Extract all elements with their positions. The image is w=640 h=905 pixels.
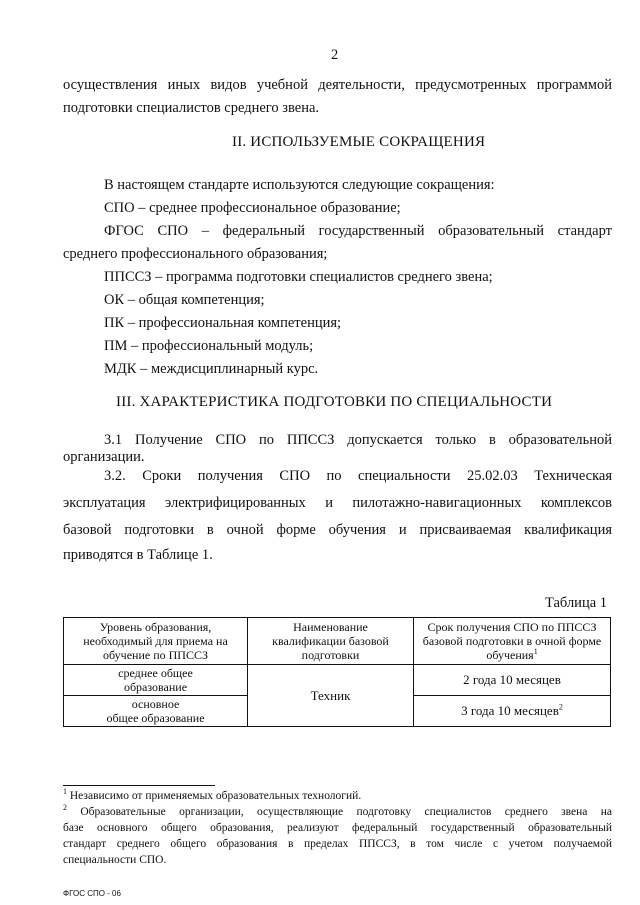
- abbr-ppssz: ППССЗ – программа подготовки специалистов среднего звена;: [104, 269, 493, 285]
- footnote-2-mark: 2: [63, 803, 67, 813]
- footnote-1-mark: 1: [63, 787, 67, 797]
- table-header-row: [64, 618, 611, 665]
- row-2-level-line-2: общее образование: [106, 711, 205, 725]
- header-cell-qualification: [248, 618, 414, 665]
- abbr-lead: В настоящем стандарте используются следующие сокращения:: [104, 177, 495, 193]
- section-3-title: III. ХАРАКТЕРИСТИКА ПОДГОТОВКИ ПО СПЕЦИАЛЬНОСТИ: [116, 394, 553, 410]
- header-3-line-2: базовой подготовки в очной форме: [422, 634, 602, 648]
- footnote-2-line-4: специальности СПО.: [63, 854, 167, 866]
- intro-line-2: подготовки специалистов среднего звена.: [63, 100, 320, 116]
- footnote-2-line-3: стандарт среднего общего образования в пределах ППССЗ, в том числе с учетом получаемой: [63, 838, 612, 850]
- header-3-line-1: Срок получения СПО по ППССЗ: [427, 620, 597, 634]
- footnote-2-line-1: [63, 805, 612, 820]
- header-1-line-1: Уровень образования,: [99, 620, 212, 634]
- table-caption: Таблица 1: [545, 595, 608, 611]
- header-1-line-2: необходимый для приема на: [83, 634, 228, 648]
- footnote-ref-1: 1: [533, 647, 538, 656]
- header-3-line-3: обучения: [486, 648, 534, 662]
- abbr-spo: СПО – среднее профессиональное образование;: [104, 200, 401, 216]
- header-2-line-1: Наименование: [293, 620, 368, 634]
- row-1-level-line-1: среднее общее: [118, 666, 193, 680]
- page-number: 2: [331, 47, 339, 63]
- abbr-pk: ПК – профессиональная компетенция;: [104, 315, 342, 331]
- header-1-line-3: обучение по ППССЗ: [103, 648, 208, 662]
- header-cell-education-level: [64, 618, 248, 665]
- abbr-mdk: МДК – междисциплинарный курс.: [104, 361, 319, 377]
- row-1-duration: 2 года 10 месяцев: [414, 665, 611, 696]
- section-2-title: II. ИСПОЛЬЗУЕМЫЕ СОКРАЩЕНИЯ: [232, 134, 486, 150]
- para-3-2-line-3: базовой подготовки в очной форме обучения и присваиваемая квалификация: [63, 522, 612, 538]
- footnote-2-line-2: базе основного общего образования, реализуют федеральный государственный образовательный: [63, 822, 612, 834]
- row-2-level-line-1: основное: [131, 697, 180, 711]
- row-2-duration: [414, 696, 611, 727]
- para-3-2-line-4: приводятся в Таблице 1.: [63, 547, 213, 563]
- abbr-fgos-line-1: ФГОС СПО – федеральный государственный образовательный стандарт: [104, 223, 612, 239]
- intro-line-1: осуществления иных видов учебной деятельности, предусмотренных программой: [63, 77, 612, 93]
- para-3-2-line-2: эксплуатация электрифицированных и пилотажно-навигационных комплексов: [63, 495, 612, 511]
- footnote-1-text: Независимо от применяемых образовательных технологий.: [69, 790, 362, 802]
- row-2-education-level: [64, 696, 248, 727]
- footnote-1: [63, 789, 361, 804]
- row-1-education-level: [64, 665, 248, 696]
- footnote-separator: [63, 785, 215, 786]
- table-1: [63, 617, 611, 727]
- header-cell-duration: [414, 618, 611, 665]
- row-1-level-line-2: образование: [123, 680, 188, 694]
- document-code: ФГОС СПО - 06: [63, 889, 121, 898]
- header-2-line-2: квалификации базовой: [272, 634, 389, 648]
- footnote-ref-2: 2: [558, 702, 563, 712]
- footnote-2-text-line-1: Образовательные организации, осуществляющие подготовку специалистов среднего звена на: [80, 806, 612, 818]
- abbr-pm: ПМ – профессиональный модуль;: [104, 338, 314, 354]
- para-3-1-line-2: организации.: [63, 449, 145, 465]
- row-2-duration-text: 3 года 10 месяцев: [461, 703, 559, 718]
- table-row: [64, 665, 611, 696]
- abbr-fgos-line-2: среднего профессионального образования;: [63, 246, 328, 262]
- para-3-2-line-1: 3.2. Сроки получения СПО по специальности 25.02.03 Техническая: [104, 468, 612, 484]
- qualification-cell: Техник: [248, 665, 414, 727]
- abbr-ok: ОК – общая компетенция;: [104, 292, 265, 308]
- para-3-1-line-1: 3.1 Получение СПО по ППССЗ допускается только в образовательной: [104, 432, 612, 448]
- header-2-line-3: подготовки: [301, 648, 360, 662]
